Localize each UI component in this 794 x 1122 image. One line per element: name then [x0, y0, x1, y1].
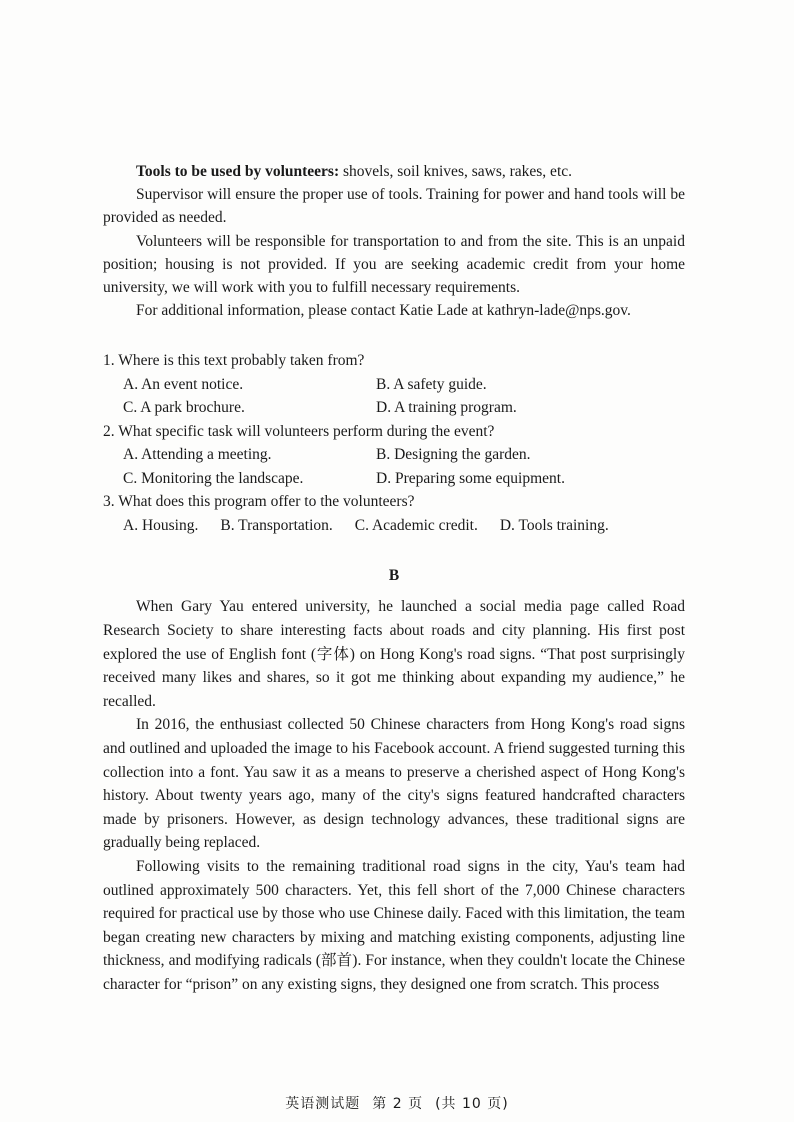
option-c: C. Academic credit. [354, 516, 478, 534]
passage-paragraph: Following visits to the remaining traditional road signs in the city, Yau's team had outlined approximately 500 characters. Yet, this fell short of the 7,000 Chinese characters required for practical use by those who use Chinese daily. Faced with this limitation, the team began creating new characters by mixing and matching existing components, adjusting line thickness, and modifying radicals (部首). For instance, when they couldn't locate the Chinese character for “prison” on any existing signs, they designed one from scratch. This process [103, 857, 685, 993]
footer-subject: 英语测试题 [285, 1096, 361, 1112]
contact-paragraph: For additional information, please contact Katie Lade at kathryn-lade@nps.gov. [136, 302, 631, 320]
option-row [103, 373, 685, 397]
tools-text: shovels, soil knives, saws, rakes, etc. [339, 163, 573, 180]
option-row [103, 396, 685, 420]
page-content [103, 160, 685, 997]
tools-label: Tools to be used by volunteers: [136, 163, 340, 180]
option-a: A. Attending a meeting. [123, 446, 272, 464]
supervisor-paragraph: Supervisor will ensure the proper use of tools. Training for power and hand tools will be provided as needed. [103, 186, 685, 227]
option-b: B. Designing the garden. [376, 446, 531, 464]
page-footer [0, 1093, 794, 1113]
option-a: A. Housing. [123, 516, 199, 534]
option-a: A. An event notice. [123, 375, 244, 393]
option-c: C. A park brochure. [123, 399, 245, 417]
question-1 [103, 349, 685, 420]
questions-section [103, 349, 685, 537]
option-b: B. A safety guide. [376, 375, 487, 393]
passage-paragraph: When Gary Yau entered university, he launched a social media page called Road Research Society to share interesting facts about roads and city planning. His first post explored the use of English font (字体) on Hong Kong's road signs. “That post surprisingly received many likes and shares, so it got me thinking about expanding my audience,” he recalled. [103, 598, 685, 710]
option-d: D. Preparing some equipment. [376, 469, 565, 487]
section-heading: B [388, 567, 400, 585]
passage-paragraph: In 2016, the enthusiast collected 50 Chinese characters from Hong Kong's road signs and outlined and uploaded the image to his Facebook account. A friend suggested turning this collection into a font. Yau saw it as a means to preserve a cherished aspect of Hong Kong's history. About twenty years ago, many of the city's signs featured handcrafted characters made by prisoners. However, as design technology advances, these traditional signs are gradually being replaced. [103, 716, 685, 852]
option-d: D. A training program. [376, 399, 517, 417]
tools-paragraph [103, 160, 685, 183]
footer-total-pages: (共 10 页) [435, 1096, 509, 1112]
transport-paragraph: Volunteers will be responsible for transportation to and from the site. This is an unpaid position; housing is not provided. If you are seeking academic credit from your home university, we will work with you to fulfill necessary requirements. [103, 232, 685, 297]
notice-section [103, 160, 685, 322]
question-2 [103, 420, 685, 491]
option-d: D. Tools training. [499, 516, 609, 534]
option-c: C. Monitoring the landscape. [123, 469, 304, 487]
option-row [103, 514, 685, 538]
question-stem: 1. Where is this text probably taken from? [103, 352, 365, 370]
passage-b [103, 595, 685, 996]
option-row [103, 443, 685, 467]
question-stem: 3. What does this program offer to the volunteers? [103, 493, 415, 511]
option-b: B. Transportation. [220, 516, 333, 534]
question-3 [103, 490, 685, 537]
footer-page-number: 第 2 页 [372, 1096, 424, 1112]
option-row [103, 467, 685, 491]
question-stem: 2. What specific task will volunteers perform during the event? [103, 422, 495, 440]
